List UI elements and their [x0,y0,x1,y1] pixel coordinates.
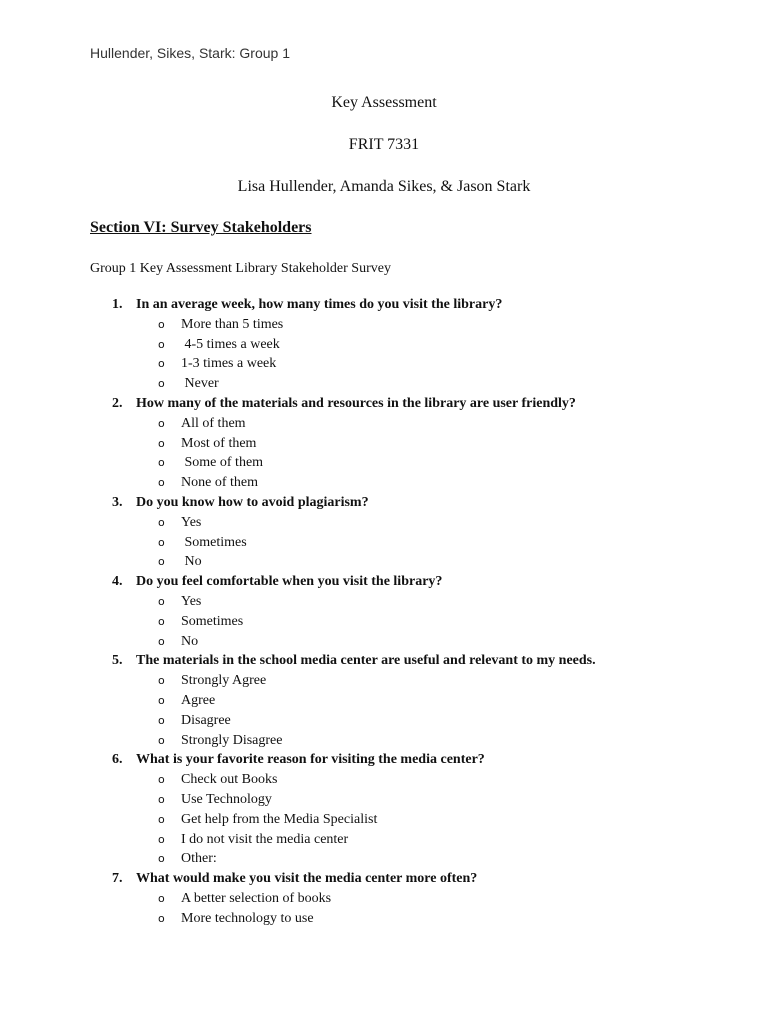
hollow-bullet-icon: o [158,614,165,628]
option-label: No [181,554,202,570]
question-text: Do you know how to avoid plagiarism? [136,494,369,510]
question-row [0,493,768,513]
answer-option [0,731,768,751]
question-number: 5. [112,653,123,669]
question-row [0,869,768,889]
survey-question [0,869,768,928]
answer-option [0,315,768,335]
question-text: The materials in the school media center are useful and relevant to my needs. [136,653,596,669]
option-label: Some of them [181,455,264,471]
answer-option [0,335,768,355]
question-number: 4. [112,574,123,590]
course-code: FRIT 7331 [348,136,420,153]
answer-option [0,612,768,632]
hollow-bullet-icon: o [158,535,165,549]
answer-options [0,414,768,493]
option-label: A better selection of books [181,890,332,906]
option-label: 1-3 times a week [181,356,277,372]
question-number: 2. [112,395,123,411]
survey-question [0,651,768,750]
answer-option [0,711,768,731]
option-label: More technology to use [181,910,314,926]
question-number: 3. [112,494,123,510]
hollow-bullet-icon: o [158,317,165,331]
option-label: Agree [181,692,216,708]
question-number: 1. [112,297,123,312]
hollow-bullet-icon: o [158,456,165,470]
hollow-bullet-icon: o [158,436,165,450]
question-text: What would make you visit the media center more often? [136,871,478,887]
hollow-bullet-icon: o [158,377,165,391]
survey-question [0,572,768,651]
hollow-bullet-icon: o [158,594,165,608]
answer-options [0,513,768,572]
option-label: None of them [181,475,258,491]
question-list [0,295,768,929]
hollow-bullet-icon: o [158,357,165,371]
answer-option [0,354,768,374]
option-label: I do not visit the media center [181,831,349,847]
question-number: 6. [112,752,123,768]
option-label: Sometimes [181,534,247,550]
answer-option [0,810,768,830]
answer-options [0,770,768,869]
option-label: Most of them [181,435,257,451]
survey-question [0,394,768,493]
question-row [0,750,768,770]
running-head: Hullender, Sikes, Stark: Group 1 [90,45,290,61]
hollow-bullet-icon: o [158,773,165,787]
survey-question [0,750,768,869]
answer-options [0,592,768,651]
hollow-bullet-icon: o [158,832,165,846]
hollow-bullet-icon: o [158,476,165,490]
option-label: Yes [181,514,202,530]
question-row [0,295,768,315]
document-title: Key Assessment [331,94,437,111]
hollow-bullet-icon: o [158,634,165,648]
survey-title: Group 1 Key Assessment Library Stakeholder Survey [90,261,391,276]
option-label: Disagree [181,712,231,728]
answer-option [0,830,768,850]
hollow-bullet-icon: o [158,891,165,905]
hollow-bullet-icon: o [158,911,165,925]
answer-option [0,909,768,929]
option-label: Yes [181,593,202,609]
hollow-bullet-icon: o [158,555,165,569]
answer-option [0,513,768,533]
author-list: Lisa Hullender, Amanda Sikes, & Jason Stark [237,178,531,195]
survey-question [0,295,768,394]
answer-option [0,691,768,711]
answer-option [0,434,768,454]
option-label: No [181,633,199,649]
hollow-bullet-icon: o [158,693,165,707]
answer-option [0,849,768,869]
answer-option [0,671,768,691]
question-text: In an average week, how many times do you visit the library? [136,297,503,312]
answer-option [0,790,768,810]
hollow-bullet-icon: o [158,792,165,806]
answer-option [0,374,768,394]
option-label: More than 5 times [181,316,284,332]
answer-option [0,632,768,652]
option-label: Get help from the Media Specialist [181,811,378,827]
question-text: How many of the materials and resources in the library are user friendly? [136,395,576,411]
option-label: Strongly Agree [181,673,267,689]
hollow-bullet-icon: o [158,713,165,727]
survey-question [0,493,768,572]
option-label: Check out Books [181,772,278,788]
question-text: What is your favorite reason for visiting the media center? [136,752,485,768]
hollow-bullet-icon: o [158,852,165,866]
answer-option [0,473,768,493]
hollow-bullet-icon: o [158,674,165,688]
option-label: Strongly Disagree [181,732,283,748]
option-label: Never [181,376,219,392]
option-label: Other: [181,851,217,867]
option-label: 4-5 times a week [181,336,280,352]
option-label: Use Technology [181,791,272,807]
question-row [0,651,768,671]
answer-option [0,453,768,473]
answer-option [0,889,768,909]
question-text: Do you feel comfortable when you visit the library? [136,574,443,590]
question-row [0,572,768,592]
answer-options [0,315,768,394]
answer-options [0,889,768,929]
hollow-bullet-icon: o [158,337,165,351]
hollow-bullet-icon: o [158,515,165,529]
answer-option [0,770,768,790]
hollow-bullet-icon: o [158,812,165,826]
answer-options [0,671,768,750]
option-label: Sometimes [181,613,244,629]
question-row [0,394,768,414]
answer-option [0,592,768,612]
option-label: All of them [181,415,246,431]
hollow-bullet-icon: o [158,733,165,747]
answer-option [0,533,768,553]
question-number: 7. [112,871,123,887]
answer-option [0,552,768,572]
hollow-bullet-icon: o [158,416,165,430]
section-heading: Section VI: Survey Stakeholders [90,219,312,236]
answer-option [0,414,768,434]
